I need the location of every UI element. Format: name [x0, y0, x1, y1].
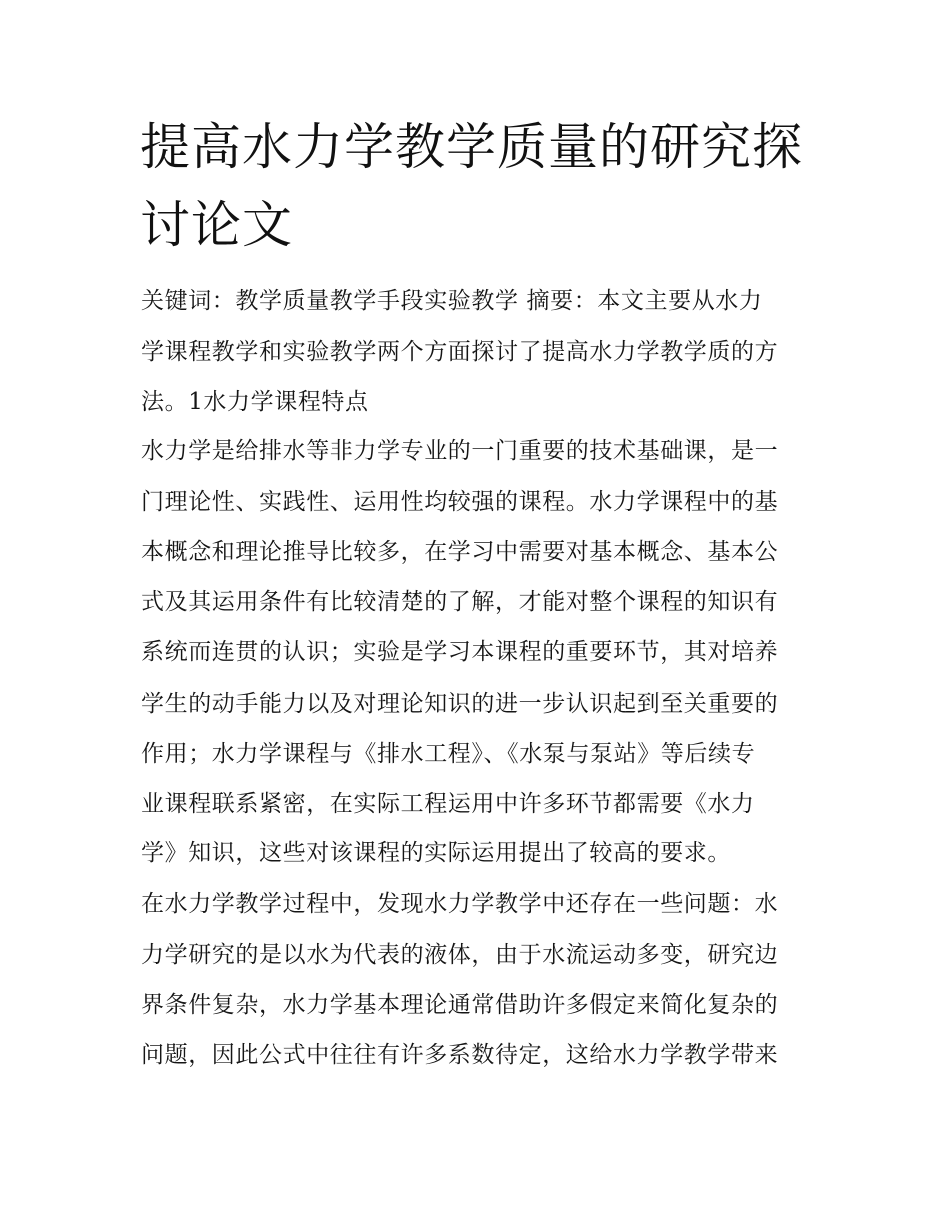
body-line-5: 门理论性、实践性、运用性均较强的课程。水力学课程中的基 — [141, 489, 779, 515]
body-line-3: 法。1水力学课程特点 — [141, 389, 369, 415]
body-line-10: 作用；水力学课程与《排水工程》、《水泵与泵站》等后续专 — [141, 741, 756, 767]
page-title — [140, 108, 820, 264]
body-line-11: 业课程联系紧密，在实际工程运用中许多环节都需要《水力 — [141, 791, 755, 817]
body-line-13: 在水力学教学过程中，发现水力学教学中还存在一些问题：水 — [141, 891, 779, 917]
title-line-2: 讨论文 — [140, 196, 293, 254]
body-line-12: 学》知识，这些对该课程的实际运用提出了较高的要求。 — [141, 840, 731, 866]
body-line-8: 系统而连贯的认识；实验是学习本课程的重要环节，其对培养 — [141, 639, 779, 665]
body-line-14: 力学研究的是以水为代表的液体，由于水流运动多变，研究边 — [141, 942, 779, 968]
body-line-2: 学课程教学和实验教学两个方面探讨了提高水力学教学质的方 — [141, 339, 779, 365]
body-line-16: 问题，因此公式中往往有许多系数待定，这给水力学教学带来 — [141, 1042, 779, 1068]
body-line-9: 学生的动手能力以及对理论知识的进一步认识起到至关重要的 — [141, 691, 779, 717]
body-line-15: 界条件复杂，水力学基本理论通常借助许多假定来简化复杂的 — [141, 992, 779, 1018]
body-line-1: 关键词：教学质量教学手段实验教学 摘要：本文主要从水力 — [141, 288, 763, 314]
body-line-7: 式及其运用条件有比较清楚的了解，才能对整个课程的知识有 — [141, 589, 779, 615]
body-line-4: 水力学是给排水等非力学专业的一门重要的技术基础课，是一 — [141, 438, 779, 464]
title-line-1: 提高水力学教学质量的研究探 — [140, 118, 803, 176]
body-line-6: 本概念和理论推导比较多，在学习中需要对基本概念、基本公 — [141, 539, 779, 565]
